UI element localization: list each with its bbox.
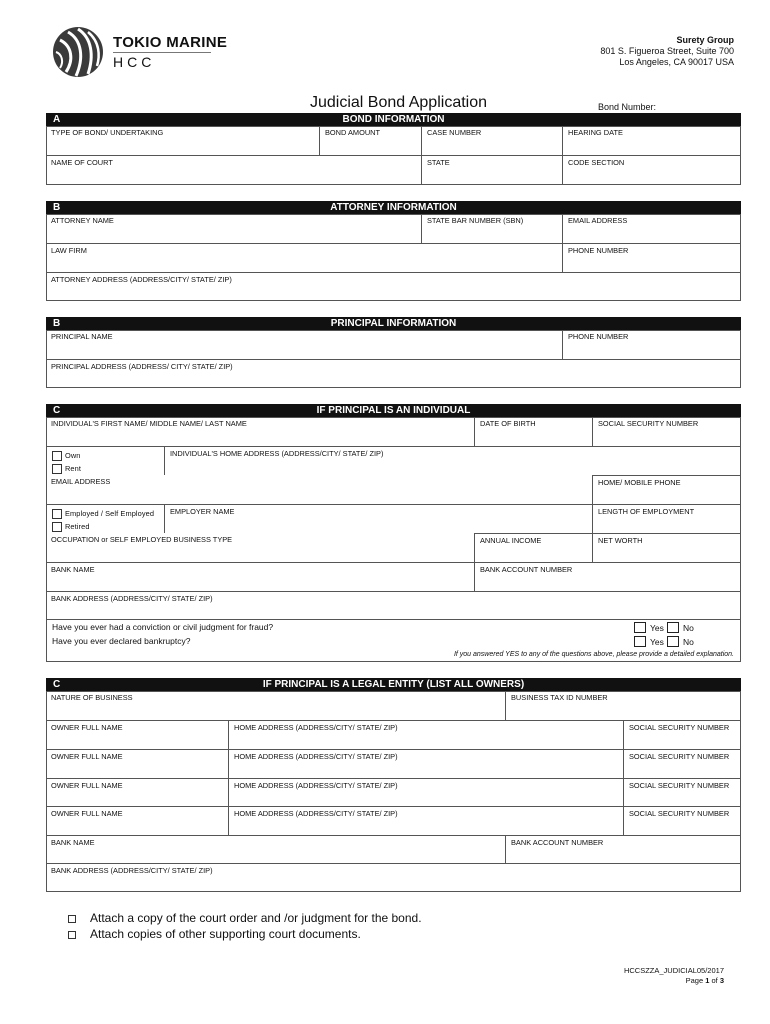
section-individual-header [46, 404, 741, 417]
attachment-item [68, 911, 422, 925]
fraud-yes-label: Yes [650, 623, 664, 633]
attorney-name-field[interactable] [46, 214, 421, 243]
rent-option[interactable] [52, 464, 81, 474]
owner2-ssn-field[interactable] [623, 749, 741, 778]
field-label: HOME ADDRESS (ADDRESS/CITY/ STATE/ ZIP) [234, 781, 398, 790]
field-label: SOCIAL SECURITY NUMBER [598, 419, 699, 428]
field-label: LENGTH OF EMPLOYMENT [598, 507, 695, 516]
company-address-line1: 801 S. Figueroa Street, Suite 700 [600, 46, 734, 56]
square-bullet-icon [68, 915, 76, 923]
own-option[interactable] [52, 451, 81, 461]
owner1-address-field[interactable] [228, 720, 623, 749]
field-label: PRINCIPAL NAME [51, 332, 113, 341]
field-label: INDIVIDUAL'S FIRST NAME/ MIDDLE NAME/ LAST NAME [51, 419, 247, 428]
section-title: IF PRINCIPAL IS AN INDIVIDUAL [316, 405, 471, 416]
length-of-employment-field[interactable] [592, 504, 741, 533]
surety-group: Surety Group [676, 35, 734, 45]
employer-name-field[interactable] [164, 504, 592, 533]
individual-bank-account-field[interactable] [474, 562, 741, 591]
field-label: PHONE NUMBER [568, 332, 629, 341]
principal-address-field[interactable] [46, 359, 741, 388]
field-label: ATTORNEY NAME [51, 216, 114, 225]
hearing-date-field[interactable] [562, 126, 741, 155]
explanation-note: If you answered YES to any of the questions above, please provide a detailed explanation. [453, 651, 734, 658]
company-name: TOKIO MARINE [113, 34, 228, 51]
section-title: IF PRINCIPAL IS A LEGAL ENTITY (LIST ALL OWNERS) [262, 679, 525, 690]
question-bankruptcy: Have you ever declared bankruptcy? [52, 636, 191, 646]
owner4-address-field[interactable] [228, 806, 623, 835]
principal-phone-field[interactable] [562, 330, 741, 359]
field-label: SOCIAL SECURITY NUMBER [629, 781, 730, 790]
employed-checkbox[interactable] [52, 509, 62, 519]
field-label: OWNER FULL NAME [51, 781, 123, 790]
bankruptcy-no-checkbox[interactable] [667, 636, 679, 647]
page-number: 1 [705, 976, 710, 985]
field-label: BUSINESS TAX ID NUMBER [511, 693, 608, 702]
code-section-field[interactable] [562, 155, 741, 185]
field-label: NAME OF COURT [51, 158, 113, 167]
page-of: of [709, 976, 720, 985]
residence-type-group [46, 446, 164, 475]
entity-bank-account-field[interactable] [505, 835, 741, 863]
field-label: NATURE OF BUSINESS [51, 693, 133, 702]
entity-bank-address-field[interactable] [46, 863, 741, 892]
square-bullet-icon [68, 931, 76, 939]
field-label: STATE [427, 158, 450, 167]
individual-home-address-field[interactable] [164, 446, 741, 475]
question-fraud: Have you ever had a conviction or civil judgment for fraud? [52, 622, 274, 632]
field-label: ATTORNEY ADDRESS (ADDRESS/CITY/ STATE/ ZIP) [51, 275, 232, 284]
form-code: HCCSZZA_JUDICIAL05/2017 [623, 966, 724, 975]
attorney-email-field[interactable] [562, 214, 741, 243]
field-label: OWNER FULL NAME [51, 752, 123, 761]
field-label: EMPLOYER NAME [170, 507, 235, 516]
company-address-line2: Los Angeles, CA 90017 USA [619, 57, 734, 67]
attorney-phone-field[interactable] [562, 243, 741, 272]
field-label: HOME/ MOBILE PHONE [598, 478, 681, 487]
owner3-ssn-field[interactable] [623, 778, 741, 806]
own-checkbox[interactable] [52, 451, 62, 461]
bond-number-label: Bond Number: [598, 102, 657, 112]
date-of-birth-field[interactable] [474, 417, 592, 446]
form-title: Judicial Bond Application [310, 94, 488, 111]
owner3-name-field[interactable] [46, 778, 228, 806]
bankruptcy-yes-checkbox[interactable] [634, 636, 646, 647]
owner2-address-field[interactable] [228, 749, 623, 778]
retired-checkbox[interactable] [52, 522, 62, 532]
field-label: CODE SECTION [568, 158, 625, 167]
field-label: BANK NAME [51, 838, 95, 847]
page-prefix: Page [685, 976, 706, 985]
individual-bank-address-field[interactable] [46, 591, 741, 619]
section-letter: C [53, 405, 61, 416]
fraud-yes-checkbox[interactable] [634, 622, 646, 633]
occupation-field[interactable] [46, 533, 474, 562]
company-divider [113, 52, 211, 53]
field-label: BANK NAME [51, 565, 95, 574]
home-mobile-phone-field[interactable] [592, 475, 741, 504]
field-label: BANK ADDRESS (ADDRESS/CITY/ STATE/ ZIP) [51, 866, 213, 875]
company-subname: HCC [113, 54, 156, 70]
field-label: LAW FIRM [51, 246, 87, 255]
section-attorney-header [46, 201, 741, 214]
state-field[interactable] [421, 155, 562, 185]
page-indicator [686, 976, 724, 985]
owner1-ssn-field[interactable] [623, 720, 741, 749]
attachment-text: Attach copies of other supporting court documents. [90, 927, 361, 941]
entity-bank-name-field[interactable] [46, 835, 505, 863]
field-label: HOME ADDRESS (ADDRESS/CITY/ STATE/ ZIP) [234, 752, 398, 761]
field-label: OWNER FULL NAME [51, 723, 123, 732]
retired-label: Retired [65, 522, 90, 531]
section-title: ATTORNEY INFORMATION [330, 202, 457, 213]
section-letter: B [53, 318, 61, 329]
rent-checkbox[interactable] [52, 464, 62, 474]
field-label: BOND AMOUNT [325, 128, 381, 137]
field-label: PHONE NUMBER [568, 246, 629, 255]
field-label: HOME ADDRESS (ADDRESS/CITY/ STATE/ ZIP) [234, 723, 398, 732]
field-label: DATE OF BIRTH [480, 419, 536, 428]
individual-full-name-field[interactable] [46, 417, 474, 446]
case-number-field[interactable] [421, 126, 562, 155]
section-title: BOND INFORMATION [342, 114, 445, 125]
field-label: BANK ACCOUNT NUMBER [480, 565, 573, 574]
bond-amount-field[interactable] [319, 126, 421, 155]
employment-status-group [46, 504, 164, 533]
individual-bank-name-field[interactable] [46, 562, 474, 591]
net-worth-field[interactable] [592, 533, 741, 562]
section-entity-header [46, 678, 741, 691]
attachment-item [68, 927, 361, 941]
field-label: OWNER FULL NAME [51, 809, 123, 818]
field-label: NET WORTH [598, 536, 643, 545]
field-label: ANNUAL INCOME [480, 536, 542, 545]
bankruptcy-no-label: No [683, 637, 694, 647]
law-firm-field[interactable] [46, 243, 562, 272]
own-label: Own [65, 451, 81, 460]
field-label: BANK ACCOUNT NUMBER [511, 838, 604, 847]
owner4-ssn-field[interactable] [623, 806, 741, 835]
field-label: BANK ADDRESS (ADDRESS/CITY/ STATE/ ZIP) [51, 594, 213, 603]
field-label: INDIVIDUAL'S HOME ADDRESS (ADDRESS/CITY/ STATE/ ZIP) [170, 449, 384, 458]
section-letter: A [53, 114, 61, 125]
nature-of-business-field[interactable] [46, 691, 505, 720]
field-label: HEARING DATE [568, 128, 623, 137]
field-label: CASE NUMBER [427, 128, 482, 137]
section-letter: B [53, 202, 61, 213]
bankruptcy-yes-label: Yes [650, 637, 664, 647]
section-title: PRINCIPAL INFORMATION [330, 318, 457, 329]
name-of-court-field[interactable] [46, 155, 421, 185]
field-label: HOME ADDRESS (ADDRESS/CITY/ STATE/ ZIP) [234, 809, 398, 818]
page-total: 3 [719, 976, 724, 985]
owner2-name-field[interactable] [46, 749, 228, 778]
owner4-name-field[interactable] [46, 806, 228, 835]
attorney-address-field[interactable] [46, 272, 741, 301]
annual-income-field[interactable] [474, 533, 592, 562]
field-label: OCCUPATION or SELF EMPLOYED BUSINESS TYPE [51, 535, 233, 544]
state-bar-number-field[interactable] [421, 214, 562, 243]
employed-label: Employed / Self Employed [65, 509, 155, 518]
field-label: EMAIL ADDRESS [51, 477, 111, 486]
attachment-text: Attach a copy of the court order and /or judgment for the bond. [90, 911, 422, 925]
individual-ssn-field[interactable] [592, 417, 741, 446]
field-label: PRINCIPAL ADDRESS (ADDRESS/ CITY/ STATE/ ZIP) [51, 362, 233, 371]
fraud-no-checkbox[interactable] [667, 622, 679, 633]
owner3-address-field[interactable] [228, 778, 623, 806]
field-label: TYPE OF BOND/ UNDERTAKING [51, 128, 164, 137]
business-tax-id-field[interactable] [505, 691, 741, 720]
employed-option[interactable] [52, 509, 154, 519]
individual-email-field[interactable] [46, 475, 592, 504]
field-label: EMAIL ADDRESS [568, 216, 628, 225]
owner1-name-field[interactable] [46, 720, 228, 749]
principal-name-field[interactable] [46, 330, 562, 359]
section-a-header [46, 113, 741, 126]
section-principal-header [46, 317, 741, 330]
company-logo [52, 26, 104, 78]
field-label: SOCIAL SECURITY NUMBER [629, 723, 730, 732]
fraud-no-label: No [683, 623, 694, 633]
type-of-bond-field[interactable] [46, 126, 319, 155]
rent-label: Rent [65, 464, 82, 473]
field-label: STATE BAR NUMBER (SBN) [427, 216, 524, 225]
retired-option[interactable] [52, 522, 90, 532]
field-label: SOCIAL SECURITY NUMBER [629, 809, 730, 818]
section-letter: C [53, 679, 61, 690]
field-label: SOCIAL SECURITY NUMBER [629, 752, 730, 761]
